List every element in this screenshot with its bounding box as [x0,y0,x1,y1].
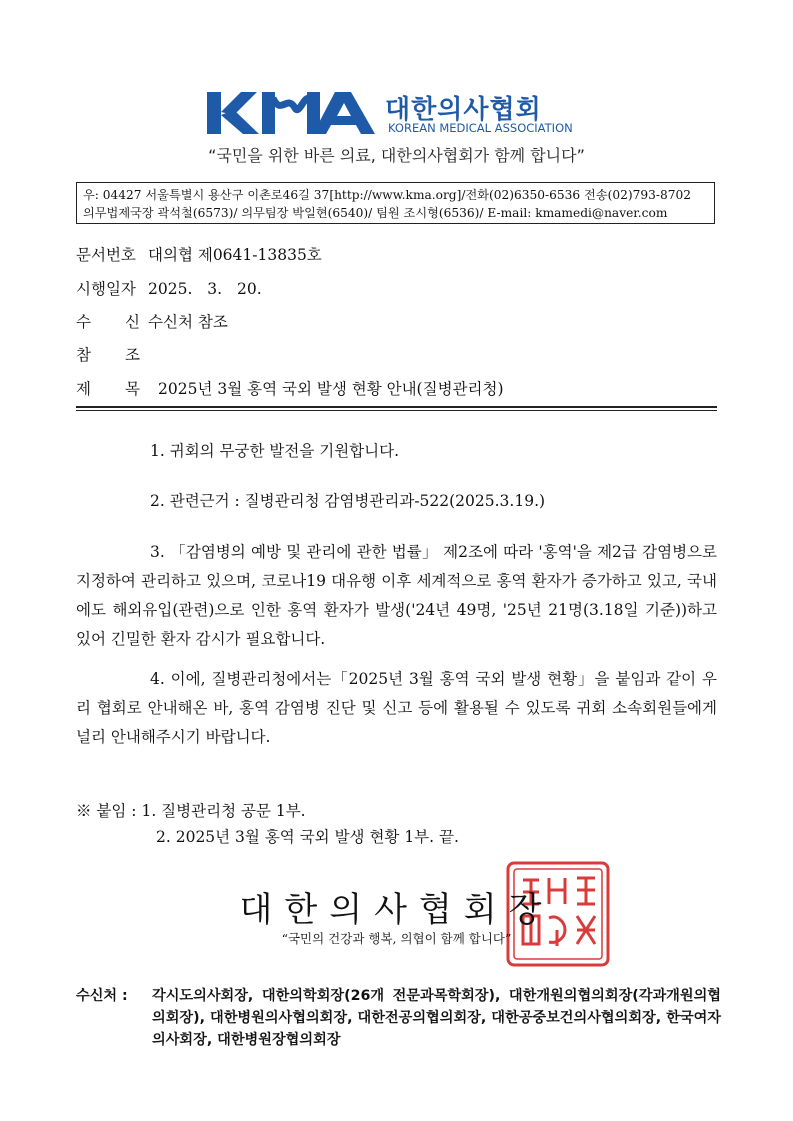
subject-label-b: 목 [124,380,140,398]
subject-label-a: 제 [76,380,91,398]
body-paragraph-1: 1. 귀회의 무궁한 발전을 기원합니다. [150,442,400,460]
logo-english-name: KOREAN MEDICAL ASSOCIATION [388,121,573,135]
signature-motto: “국민의 건강과 행복, 의협이 함께 합니다” [281,931,512,946]
body-paragraph-3: 3. 「감염병의 예방 및 관리에 관한 법률」 제2조에 따라 '홍역'을 제2급 감염병으로 지정하여 관리하고 있으며, 코로나19 대유행 이후 세계적으로 홍역 환자가 증가하고 있고, 국내에도 해외유입(관련)으로 인한 홍역 환자가 발생('24년 49명, '25년 21명(3.18일 기준))하고 있어 긴밀한 환자 감시가 필요합니다. [76,543,717,648]
attachment-item-2: 2. 2025년 3월 홍역 국외 발생 현황 1부. 끝. [156,828,459,846]
doc-number-value: 대의협 제0641-13835호 [148,246,322,264]
address-line-2: 의무법제국장 곽석철(6573)/ 의무팀장 박일현(6540)/ 팀원 조시형(6536)/ E-mail: kmamedi@naver.com [83,206,668,220]
address-box [76,182,715,224]
attachment-line-2 [156,825,459,847]
kma-logo-icon [207,88,379,138]
recipients-block [76,985,721,1051]
attachment-item-1: 1. 질병관리청 공문 1부. [141,802,306,820]
logo-korean-name: 대한의사협회 [385,95,542,125]
receiver-value: 수신처 참조 [148,313,228,331]
field-reference [76,343,148,365]
subject-divider [76,406,717,408]
attachment-label: ※ 붙임 : [76,802,137,820]
field-date [76,277,262,299]
receiver-label-a: 수 [76,313,91,331]
body-paragraph-4: 4. 이에, 질병관리청에서는「2025년 3월 홍역 국외 발생 현황」을 붙임과 같이 우리 협회로 안내해온 바, 홍역 감염병 진단 및 신고 등에 활용될 수 있도록 귀회 소속회원들에게 널리 안내해주시기 바랍니다. [76,670,717,746]
signature-title: 대한의사협회장 [239,890,554,930]
field-subject [76,377,504,399]
attachment-line-1 [76,799,306,821]
date-label: 시행일자 [76,280,136,298]
subject-value: 2025년 3월 홍역 국외 발생 현황 안내(질병관리청) [158,380,504,398]
doc-number-label: 문서번호 [76,246,136,264]
recipients-label: 수신처 : [76,988,128,1004]
field-receiver [76,310,228,332]
date-value: 2025. 3. 20. [148,280,262,298]
header-motto: “국민을 위한 바른 의료, 대한의사협회가 함께 합니다” [208,146,585,165]
recipients-list: 각시도의사회장, 대한의학회장(26개 전문과목학회장), 대한개원의협의회장(각과개원의협의회장), 대한병원의사협의회장, 대한전공의협의회장, 대한공중보건의사협의회장, 한국여자의사회장, 대한병원장협의회장 [152,988,721,1048]
address-line-1: 우: 04427 서울특별시 용산구 이촌로46길 37[http://www.kma.org]/전화(02)6350-6536 전송(02)793-8702 [83,188,692,202]
field-doc-number [76,243,322,265]
receiver-label-b: 신 [124,313,140,331]
reference-label-b: 조 [124,346,140,364]
body-paragraph-2: 2. 관련근거 : 질병관리청 감염병관리과-522(2025.3.19.) [150,492,546,510]
subject-divider-thin [76,410,717,411]
reference-label-a: 참 [76,346,91,364]
